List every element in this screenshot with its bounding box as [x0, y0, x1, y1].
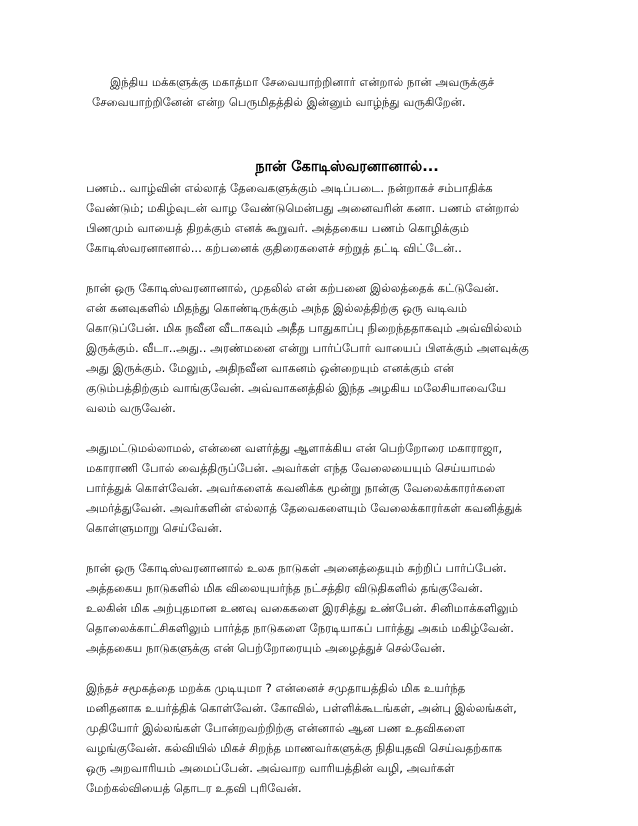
essay-title: நான் கோடிஸ்வரனானால்... [255, 159, 439, 175]
text-line: பார்த்துக் கொள்வேன். அவர்களைக் கவனிக்க மூன்று நான்கு வேலைக்காரர்களை [86, 481, 506, 495]
text-line: அத்தகைய நாடுகளில் மிக விலையுயர்ந்த நட்சத்திர விடுதிகளில் தங்குவேன். [86, 581, 483, 595]
text-line: மேற்கல்வியைத் தொடர உதவி புரிவேன். [86, 781, 302, 795]
paragraph-4 [86, 558, 578, 658]
text-line: கொள்ளுமாறு செய்வேன். [86, 521, 223, 535]
paragraph-3 [86, 438, 578, 538]
text-line: வலம் வருவேன். [86, 401, 176, 415]
text-line: இருக்கும். வீடா..அது.. அரண்மனை என்று பார்ப்போர் வாயைப் பிளக்கும் அளவுக்கு [86, 341, 529, 355]
text-line: கோடிஸ்வரனானால்... கற்பனைக் குதிரைகளைச் சற்றுத் தட்டி விட்டேன்.. [86, 241, 462, 255]
text-line: தொலைக்காட்சிகளிலும் பார்த்த நாடுகளை நேரடியாகப் பார்த்து அகம் மகிழ்வேன். [86, 621, 514, 635]
text-line: பணம்.. வாழ்வின் எல்லாத் தேவைகளுக்கும் அடிப்படை. நன்றாகச் சம்பாதிக்க [86, 181, 493, 195]
text-line: மனிதனாக உயர்த்திக் கொள்வேன். கோவில், பள்ளிக்கூடங்கள், அன்பு இல்லங்கள், [86, 701, 517, 715]
paragraph-2 [86, 278, 578, 418]
text-line: மகாராணி போல் வைத்திருப்பேன். அவர்கள் எந்த வேலையையும் செய்யாமல் [86, 461, 496, 475]
text-line: ஒரு அறவாரியம் அமைப்பேன். அவ்வாற வாரியத்தின் வழி, அவர்கள் [86, 761, 455, 775]
text-line: சேவையாற்றினேன் என்ற பெருமிதத்தில் இன்னும் வாழ்ந்து வருகிறேன். [92, 95, 466, 109]
text-line: என் கனவுகளில் மிதந்து கொண்டிருக்கும் அந்த இல்லத்திற்கு ஒரு வடிவம் [86, 301, 468, 315]
text-line: அது இருக்கும். மேலும், அதிநவீன வாகனம் ஒன்றையும் எனக்கும் என் [86, 361, 454, 375]
text-line: அமர்த்துவேன். அவர்களின் எல்லாத் தேவைகளையும் வேலைக்காரர்கள் கவனித்துக் [86, 501, 523, 515]
text-line: இந்தச் சமூகத்தை மறக்க முடியுமா ? என்னைச் சமுதாயத்தில் மிக உயர்ந்த [86, 681, 466, 695]
text-line: முதியோர் இல்லங்கள் போன்றவற்றிற்கு என்னால் ஆன பண உதவிகளை [86, 721, 466, 735]
text-line: அதுமட்டுமல்லாமல், என்னை வளர்த்து ஆளாக்கிய என் பெற்றோரை மகாராஜா, [86, 441, 503, 455]
text-line: அத்தகைய நாடுகளுக்கு என் பெற்றோரையும் அழைத்துச் செல்வேன். [86, 641, 446, 655]
intro-paragraph [92, 72, 578, 112]
text-line: வேண்டும்; மகிழ்வுடன் வாழ வேண்டுமென்பது அனைவரின் கனா. பணம் என்றால் [86, 201, 520, 215]
text-line: நான் ஒரு கோடிஸ்வரனானால் உலக நாடுகள் அனைத்தையும் சுற்றிப் பார்ப்பேன். [86, 561, 507, 575]
paragraph-5 [86, 678, 578, 798]
paragraph-1 [86, 178, 578, 258]
text-line: கொடுப்பேன். மிக நவீன வீடாகவும் அதீத பாதுகாப்பு நிறைந்ததாகவும் அவ்வில்லம் [86, 321, 522, 335]
text-line: வழங்குவேன். கல்வியில் மிகச் சிறந்த மாணவர்களுக்கு நிதியுதவி செய்வதற்காக [86, 741, 503, 755]
text-line: இந்திய மக்களுக்கு மகாத்மா சேவையாற்றினார் என்றால் நான் அவருக்குச் [110, 75, 495, 89]
text-line: பிணமும் வாயைத் திறக்கும் எனக் கூறுவர். அத்தகைய பணம் கொழிக்கும் [86, 221, 470, 235]
text-line: நான் ஒரு கோடிஸ்வரனானால், முதலில் என் கற்பனை இல்லத்தைக் கட்டுவேன். [86, 281, 499, 295]
text-line: குடும்பத்திற்கும் வாங்குவேன். அவ்வாகனத்தில் இந்த அழகிய மலேசியாவையே [86, 381, 507, 395]
text-line: உலகின் மிக அற்புதமான உணவு வகைகளை இரசித்து உண்பேன். சினிமாக்களிலும் [86, 601, 519, 615]
